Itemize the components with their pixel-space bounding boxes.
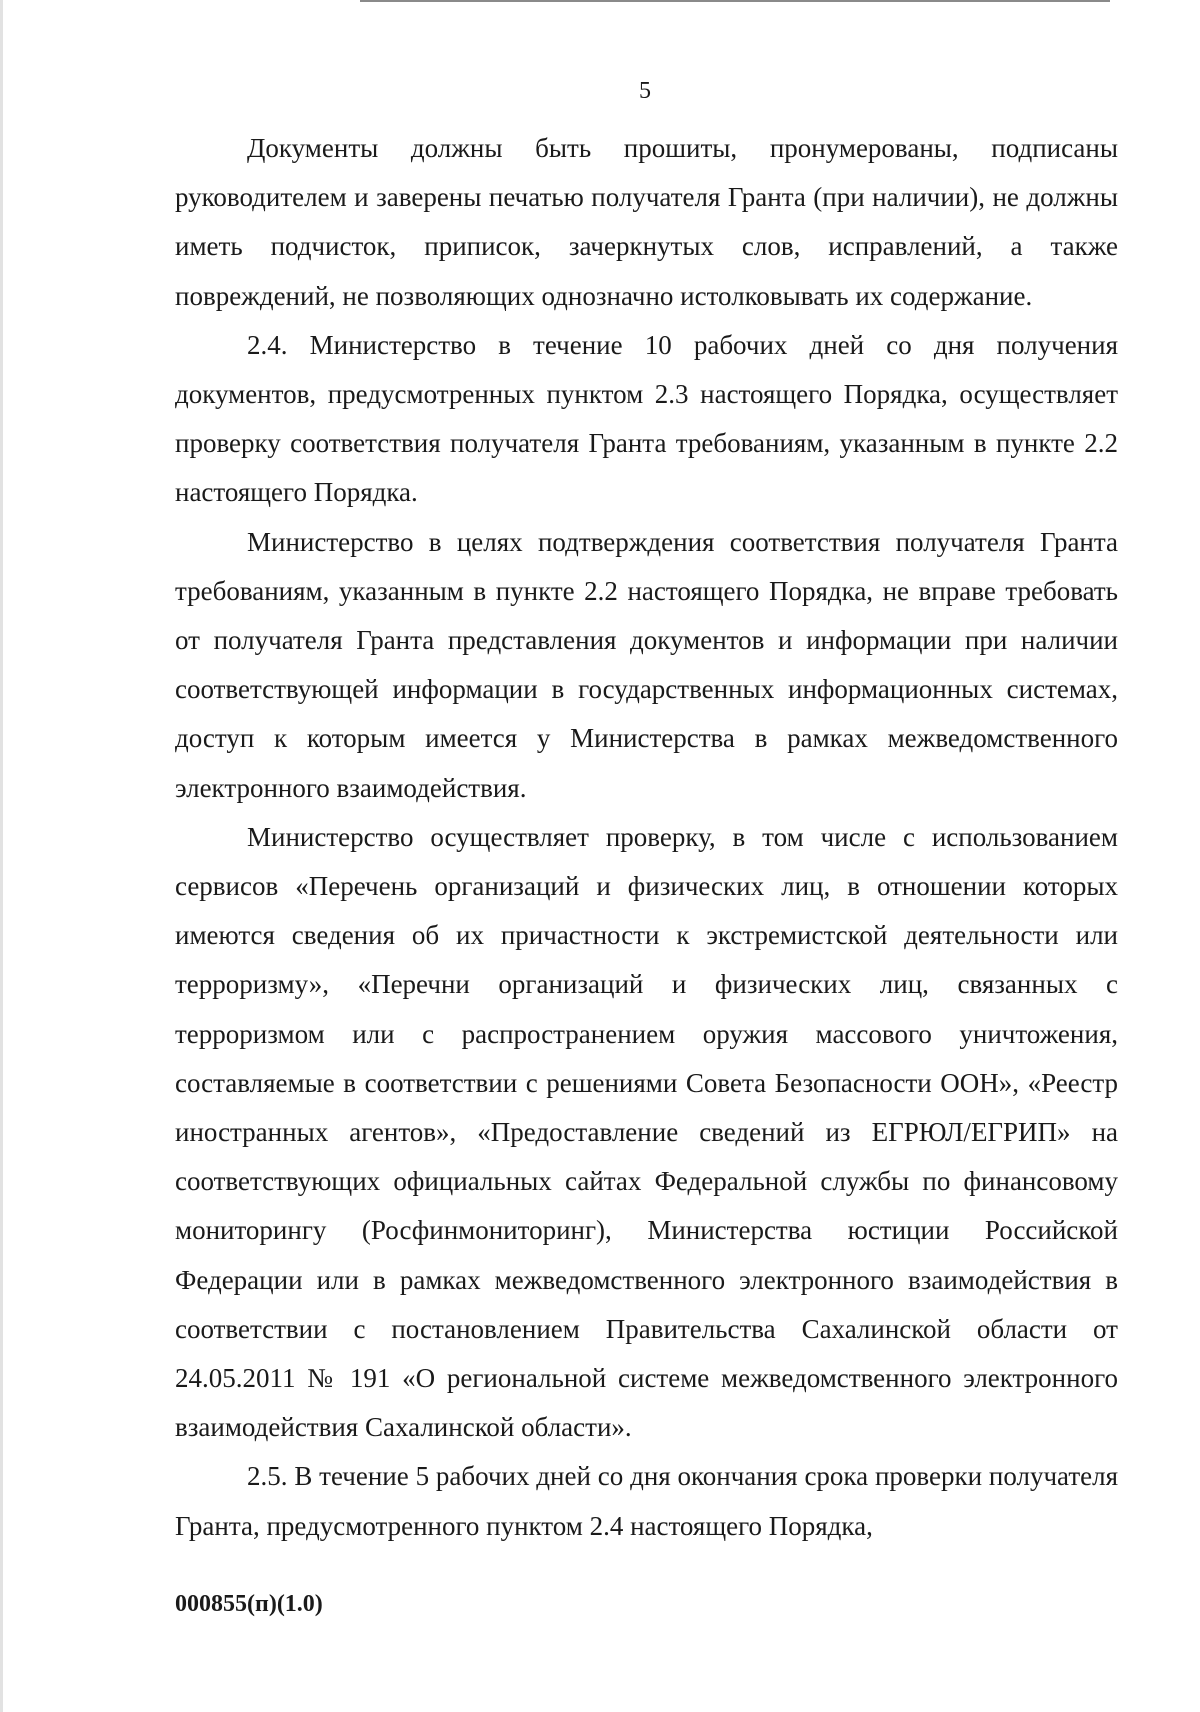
scan-top-edge-line (360, 0, 1110, 2)
paragraph-2-5: 2.5. В течение 5 рабочих дней со дня окончания срока проверки получателя Гранта, предусмотренного пунктом 2.4 настоящего Порядка, (175, 1461, 1118, 1541)
document-body (175, 124, 1118, 1551)
document-code: 000855(п)(1.0) (175, 1591, 323, 1617)
paragraph-documents-requirements: Документы должны быть прошиты, пронумерованы, подписаны руководителем и заверены печатью получателя Гранта (при наличии), не должны иметь подчисток, приписок, зачеркнутых слов, исправлений, а также повреждений, не позволяющих однозначно истолковывать их содержание. (175, 133, 1118, 311)
page-number: 5 (639, 78, 651, 104)
paragraph-ministry-verification: Министерство осуществляет проверку, в том числе с использованием сервисов «Перечень организаций и физических лиц, в отношении которых имеются сведения об их причастности к экстремистской деятельности или терроризму», «Перечни организаций и физических лиц, связанных с терроризмом или с распространением оружия массового уничтожения, составляемые в соответствии с решениями Совета Безопасности ООН», «Реестр иностранных агентов», «Предоставление сведений из ЕГРЮЛ/ЕГРИП» на соответствующих официальных сайтах Федеральной службы по финансовому мониторингу (Росфинмониторинг), Министерства юстиции Российской Федерации или в рамках межведомственного электронного взаимодействия в соответствии с постановлением Правительства Сахалинской области от 24.05.2011 № 191 «О региональной системе межведомственного электронного взаимодействия Сахалинской области». (175, 821, 1118, 1443)
paragraph-2-4: 2.4. Министерство в течение 10 рабочих дней со дня получения документов, предусмотренных пунктом 2.3 настоящего Порядка, осуществляет проверку соответствия получателя Гранта требованиям, указанным в пункте 2.2 настоящего Порядка. (175, 329, 1118, 508)
paragraph-ministry-confirmation: Министерство в целях подтверждения соответствия получателя Гранта требованиям, указанным в пункте 2.2 настоящего Порядка, не вправе требовать от получателя Гранта представления документов и информации при наличии соответствующей информации в государственных информационных системах, доступ к которым имеется у Министерства в рамках межведомственного электронного взаимодействия. (175, 526, 1118, 803)
scan-left-edge (0, 0, 3, 1712)
